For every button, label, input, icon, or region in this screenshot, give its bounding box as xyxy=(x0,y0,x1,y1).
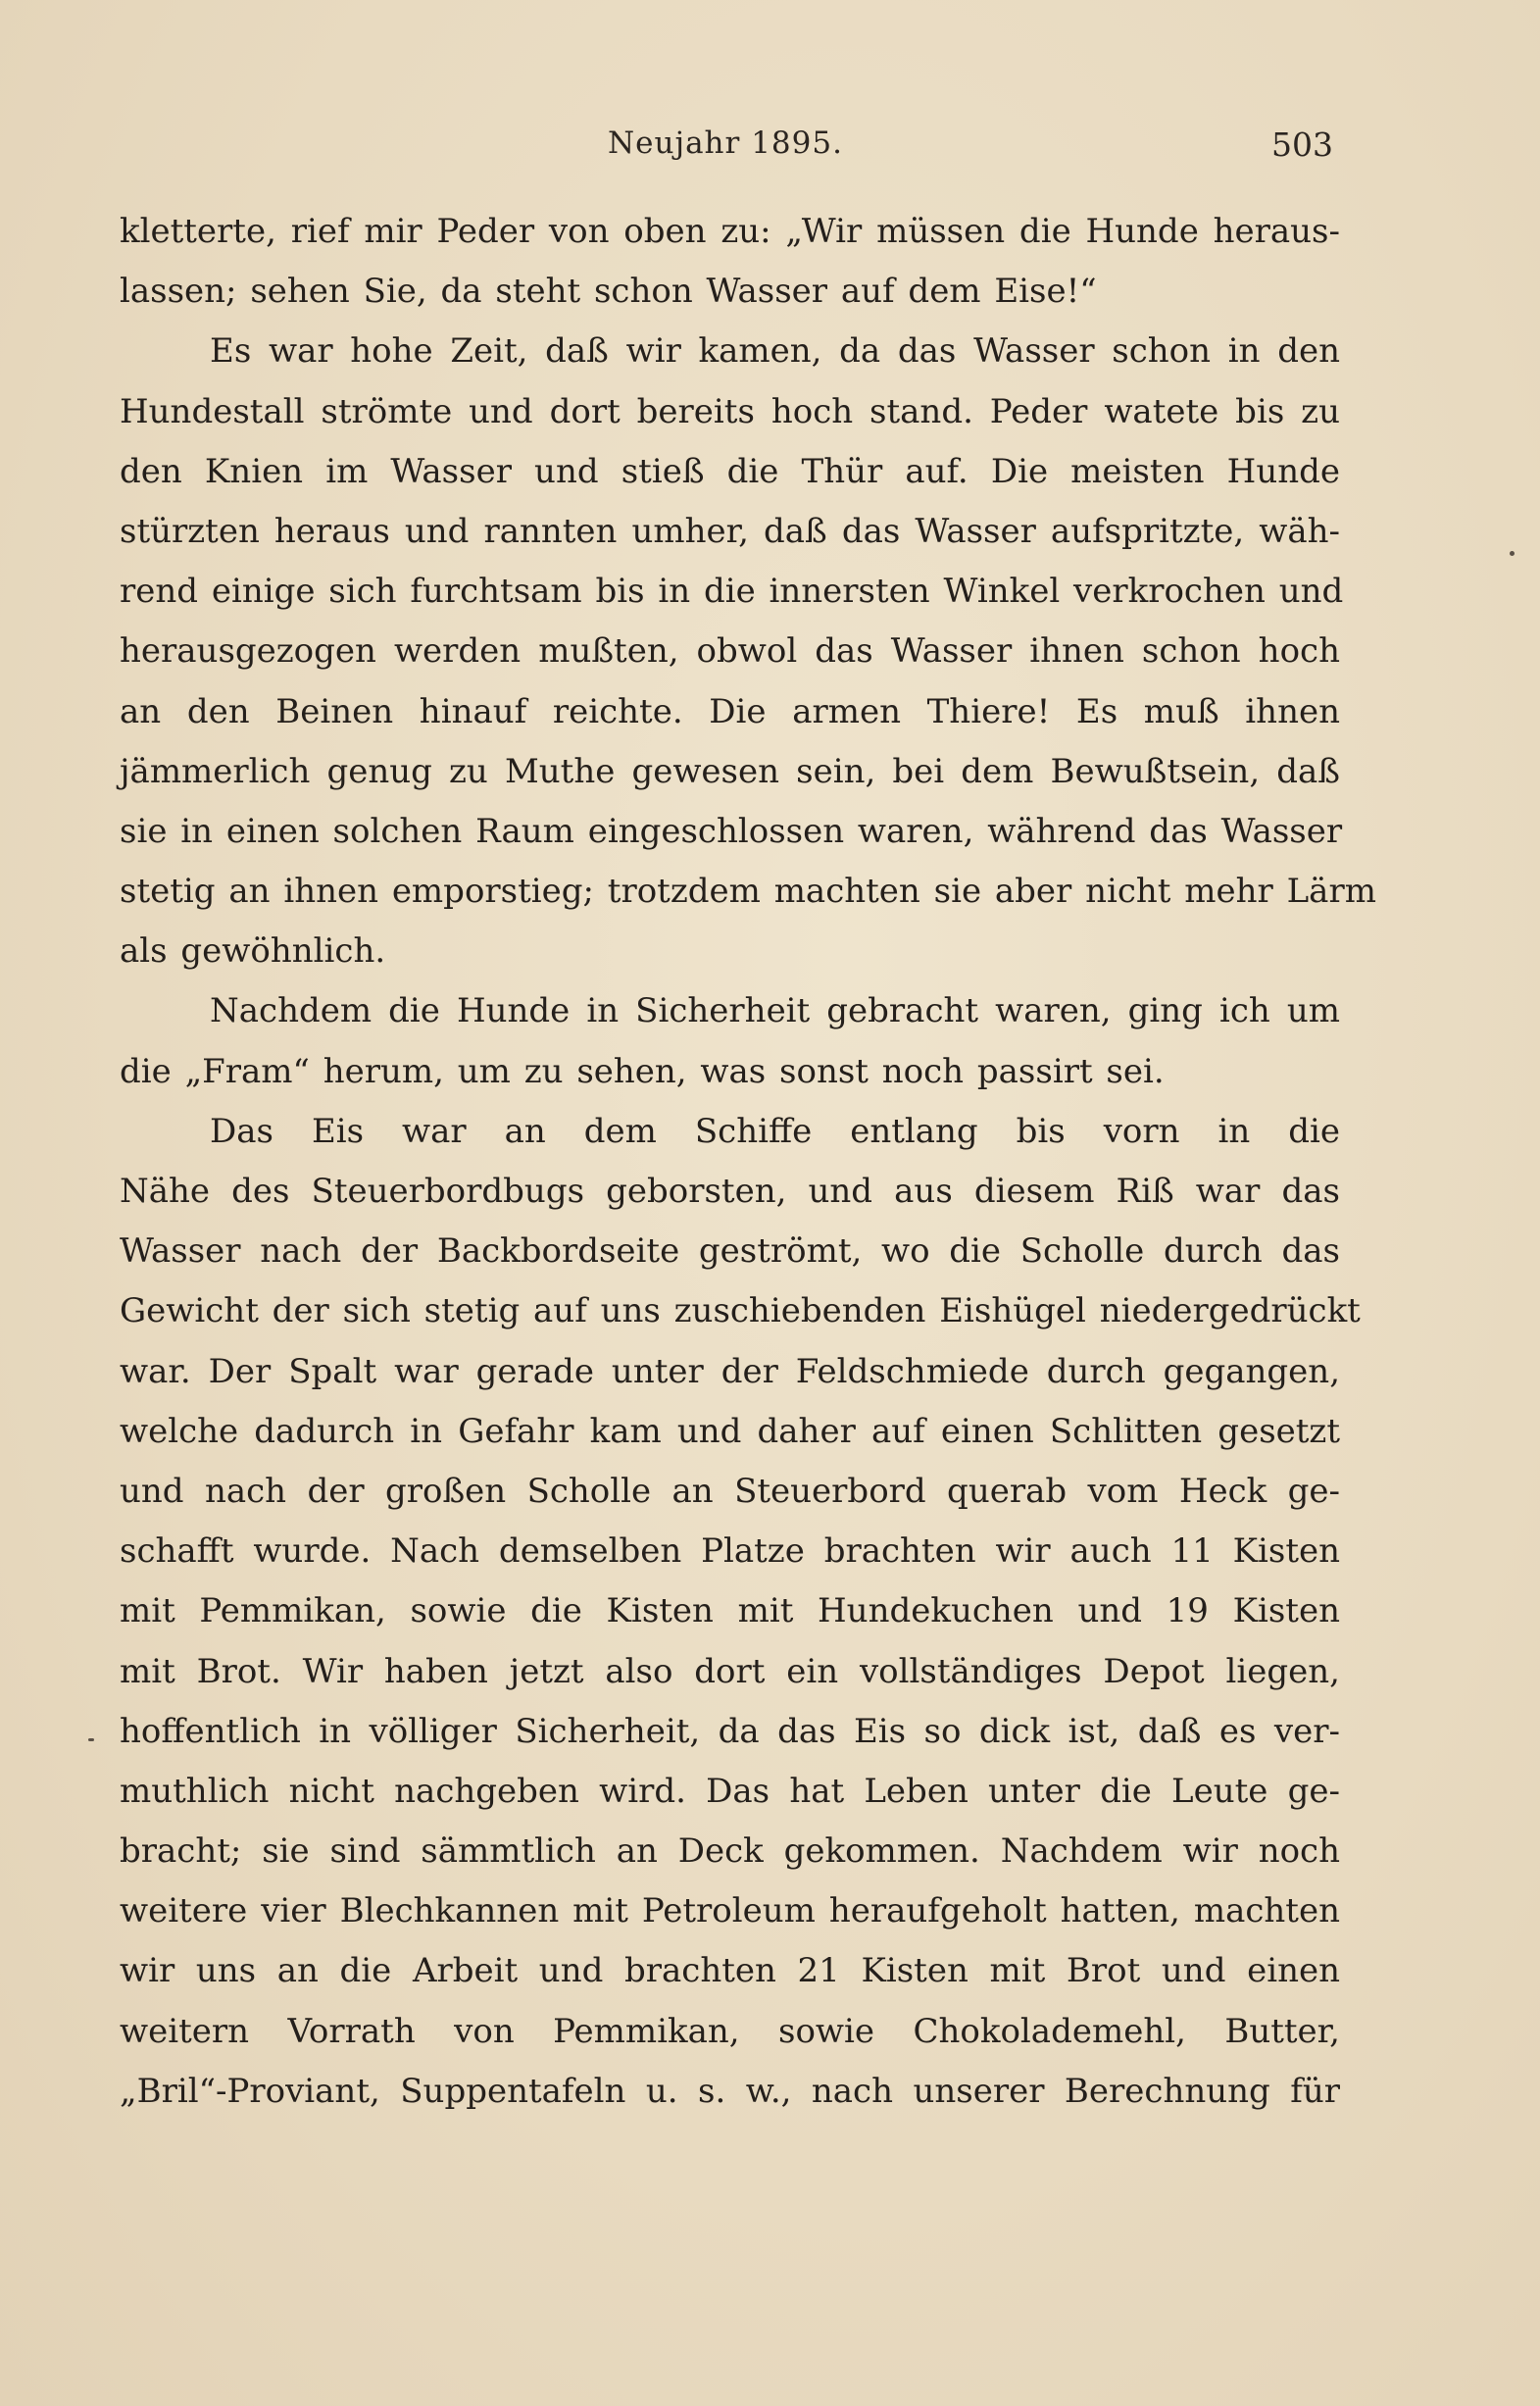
text-line: mit Pemmikan, sowie die Kisten mit Hundekuchen und 19 Kisten xyxy=(120,1591,1340,1631)
text-line: stürzten heraus und rannten umher, daß das Wasser aufspritzte, wäh- xyxy=(120,511,1340,551)
text-line: und nach der großen Scholle an Steuerbord querab vom Heck ge- xyxy=(120,1471,1340,1511)
text-line: rend einige sich furchtsam bis in die innersten Winkel verkrochen und xyxy=(120,572,1344,612)
text-line: wir uns an die Arbeit und brachten 21 Kisten mit Brot und einen xyxy=(120,1951,1340,1991)
body-text xyxy=(120,202,1376,2122)
text-line: den Knien im Wasser und stieß die Thür auf. Die meisten Hunde xyxy=(120,451,1340,491)
text-line: Hundestall strömte und dort bereits hoch stand. Peder watete bis zu xyxy=(120,391,1340,431)
text-line: welche dadurch in Gefahr kam und daher auf einen Schlitten gesetzt xyxy=(120,1411,1340,1451)
text-line: an den Beinen hinauf reichte. Die armen Thiere! Es muß ihnen xyxy=(120,691,1340,731)
text-line: Es war hohe Zeit, daß wir kamen, da das Wasser schon in den xyxy=(210,331,1340,372)
text-line: hoffentlich in völliger Sicherheit, da das Eis so dick ist, daß es ver- xyxy=(120,1711,1340,1751)
text-line: „Bril“-Proviant, Suppentafeln u. s. w., nach unserer Berechnung für xyxy=(120,2071,1340,2111)
text-line: Nachdem die Hunde in Sicherheit gebracht waren, ging ich um xyxy=(210,991,1340,1031)
text-line: stetig an ihnen emporstieg; trotzdem machten sie aber nicht mehr Lärm xyxy=(120,872,1376,912)
text-line: schafft wurde. Nach demselben Platze brachten wir auch 11 Kisten xyxy=(120,1531,1340,1572)
text-line: lassen; sehen Sie, da steht schon Wasser auf dem Eise!“ xyxy=(120,272,1097,312)
text-line: die „Fram“ herum, um zu sehen, was sonst noch passirt sei. xyxy=(120,1051,1165,1091)
text-line: jämmerlich genug zu Muthe gewesen sein, bei dem Bewußtsein, daß xyxy=(120,751,1340,791)
text-line: sie in einen solchen Raum eingeschlossen waren, während das Wasser xyxy=(120,811,1343,851)
text-line: mit Brot. Wir haben jetzt also dort ein vollständiges Depot liegen, xyxy=(120,1651,1340,1691)
text-line: weitere vier Blechkannen mit Petroleum heraufgeholt hatten, machten xyxy=(120,1891,1340,1931)
ink-speck xyxy=(1510,551,1515,556)
running-title: Neujahr 1895. xyxy=(608,125,843,161)
text-line: muthlich nicht nachgeben wird. Das hat Leben unter die Leute ge- xyxy=(120,1771,1340,1811)
text-line: Nähe des Steuerbordbugs geborsten, und aus diesem Riß war das xyxy=(120,1172,1340,1211)
text-line: Wasser nach der Backbordseite geströmt, wo die Scholle durch das xyxy=(120,1231,1340,1272)
page-header xyxy=(118,125,1333,175)
text-line: bracht; sie sind sämmtlich an Deck gekommen. Nachdem wir noch xyxy=(120,1831,1340,1872)
ink-speck xyxy=(88,1738,94,1741)
text-line: weitern Vorrath von Pemmikan, sowie Chokolademehl, Butter, xyxy=(120,2011,1340,2051)
page-number: 503 xyxy=(1271,125,1333,164)
text-line: war. Der Spalt war gerade unter der Feldschmiede durch gegangen, xyxy=(120,1351,1340,1391)
text-line: kletterte, rief mir Peder von oben zu: „Wir müssen die Hunde heraus- xyxy=(120,212,1340,251)
text-line: herausgezogen werden mußten, obwol das Wasser ihnen schon hoch xyxy=(120,631,1340,672)
text-line: Das Eis war an dem Schiffe entlang bis vorn in die xyxy=(210,1111,1340,1151)
text-line: als gewöhnlich. xyxy=(120,931,386,972)
text-line: Gewicht der sich stetig auf uns zuschiebenden Eishügel niedergedrückt xyxy=(120,1291,1361,1331)
